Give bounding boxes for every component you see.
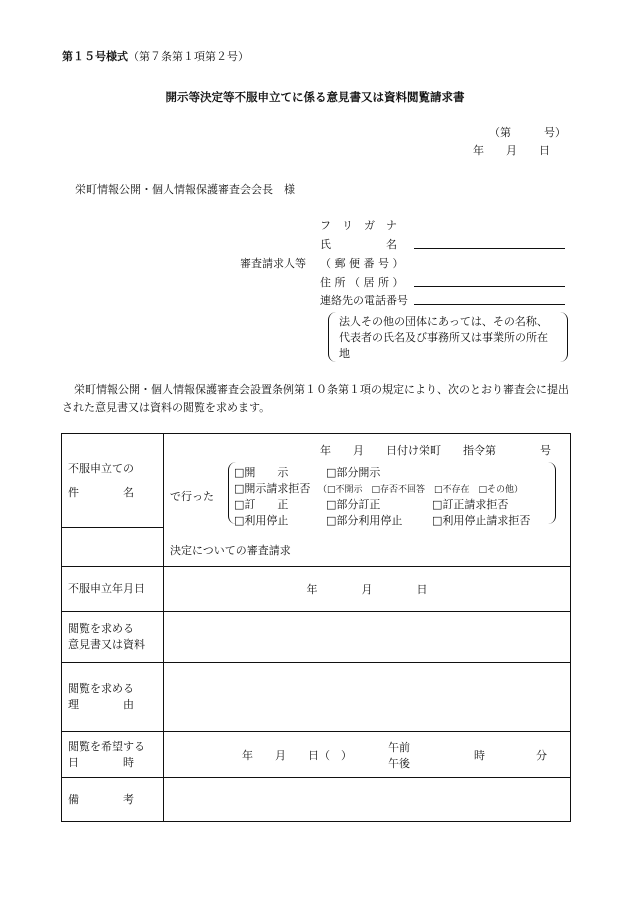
- case-name-label-cell: [62, 434, 164, 528]
- case-date-line: 年 月 日付け栄町 指令第 号: [320, 444, 551, 457]
- option-suspension-refusal[interactable]: □利用停止請求拒否: [432, 514, 531, 527]
- document-title: 開示等決定等不服申立てに係る意見書又は資料閲覧請求書: [165, 90, 465, 104]
- address-label: 住 所 （ 居 所 ）: [320, 276, 404, 289]
- form-number: 第１５号様式（第７条第１項第２号）: [62, 50, 249, 63]
- number-field[interactable]: （第 号）: [489, 126, 566, 139]
- form-reference: （第７条第１項第２号）: [128, 50, 249, 63]
- option-refusal-detail[interactable]: （□不開示 □存否不回答 □不存在 □その他）: [318, 485, 524, 495]
- appeal-date-label: 不服申立年月日: [62, 567, 164, 612]
- reason-value[interactable]: [164, 663, 571, 732]
- corporate-note: 法人その他の団体にあっては、その名称、代表者の氏名及び事務所又は事業所の所在地: [328, 312, 568, 362]
- decision-review-text: 決定についての審査請求: [170, 544, 291, 557]
- phone-input-line[interactable]: [414, 304, 565, 305]
- option-suspension[interactable]: □利用停止: [234, 514, 289, 527]
- option-correction[interactable]: □訂 正: [234, 498, 289, 511]
- phone-label: 連絡先の電話番号: [320, 294, 408, 307]
- reason-label-a: 閲覧を求める: [68, 682, 134, 695]
- intro-paragraph: 栄町情報公開・個人情報保護審査会設置条例第１０条第１項の規定により、次のとおり審査会に提出された意見書又は資料の閲覧を求めます。: [62, 383, 569, 414]
- case-name-label-blank: [62, 528, 164, 567]
- requester-group-label: 審査請求人等: [240, 257, 306, 270]
- minute-label: 分: [536, 748, 547, 762]
- desired-datetime-label-cell: [62, 732, 164, 778]
- name-label: 氏 名: [320, 238, 397, 251]
- desired-datetime-label-a: 閲覧を希望する: [68, 739, 145, 753]
- remarks-label: 備 考: [62, 778, 164, 822]
- pm-label[interactable]: 午後: [388, 756, 410, 770]
- requested-docs-label-a: 閲覧を求める: [68, 622, 134, 635]
- requested-docs-label-cell: [62, 612, 164, 663]
- am-label[interactable]: 午前: [388, 740, 410, 754]
- address-input-line[interactable]: [414, 286, 565, 287]
- remarks-value[interactable]: [164, 778, 571, 822]
- furigana-label: フ リ ガ ナ: [320, 219, 397, 232]
- appeal-date-value[interactable]: 年 月 日: [164, 567, 571, 612]
- reason-label-b: 理 由: [68, 698, 134, 711]
- hour-label: 時: [474, 748, 485, 762]
- addressee: 栄町情報公開・個人情報保護審査会会長 様: [75, 183, 295, 196]
- request-table: [61, 433, 571, 822]
- option-partial-disclosure[interactable]: □部分開示: [326, 466, 381, 479]
- option-correction-refusal[interactable]: □訂正請求拒否: [432, 498, 509, 511]
- case-name-value-cell[interactable]: [164, 434, 571, 567]
- requested-docs-label-b: 意見書又は資料: [68, 638, 145, 651]
- name-input-line[interactable]: [414, 248, 565, 249]
- case-name-label-a: 不服申立ての: [68, 461, 134, 475]
- option-partial-suspension[interactable]: □部分利用停止: [326, 514, 403, 527]
- reason-label-cell: [62, 663, 164, 732]
- option-disclosure[interactable]: □開 示: [234, 466, 289, 479]
- desired-datetime-value-cell[interactable]: [164, 732, 571, 778]
- requested-docs-value[interactable]: [164, 612, 571, 663]
- option-partial-correction[interactable]: □部分訂正: [326, 498, 381, 511]
- done-label: で行った: [170, 490, 214, 503]
- desired-date: 年 月 日（ ）: [242, 748, 352, 762]
- desired-datetime-label-b: 日 時: [68, 755, 134, 769]
- postal-label: （ 郵 便 番 号 ）: [320, 257, 404, 270]
- date-field[interactable]: 年 月 日: [473, 144, 550, 157]
- option-disclosure-refusal[interactable]: □開示請求拒否: [234, 482, 311, 495]
- case-name-label-b: 件 名: [68, 485, 134, 499]
